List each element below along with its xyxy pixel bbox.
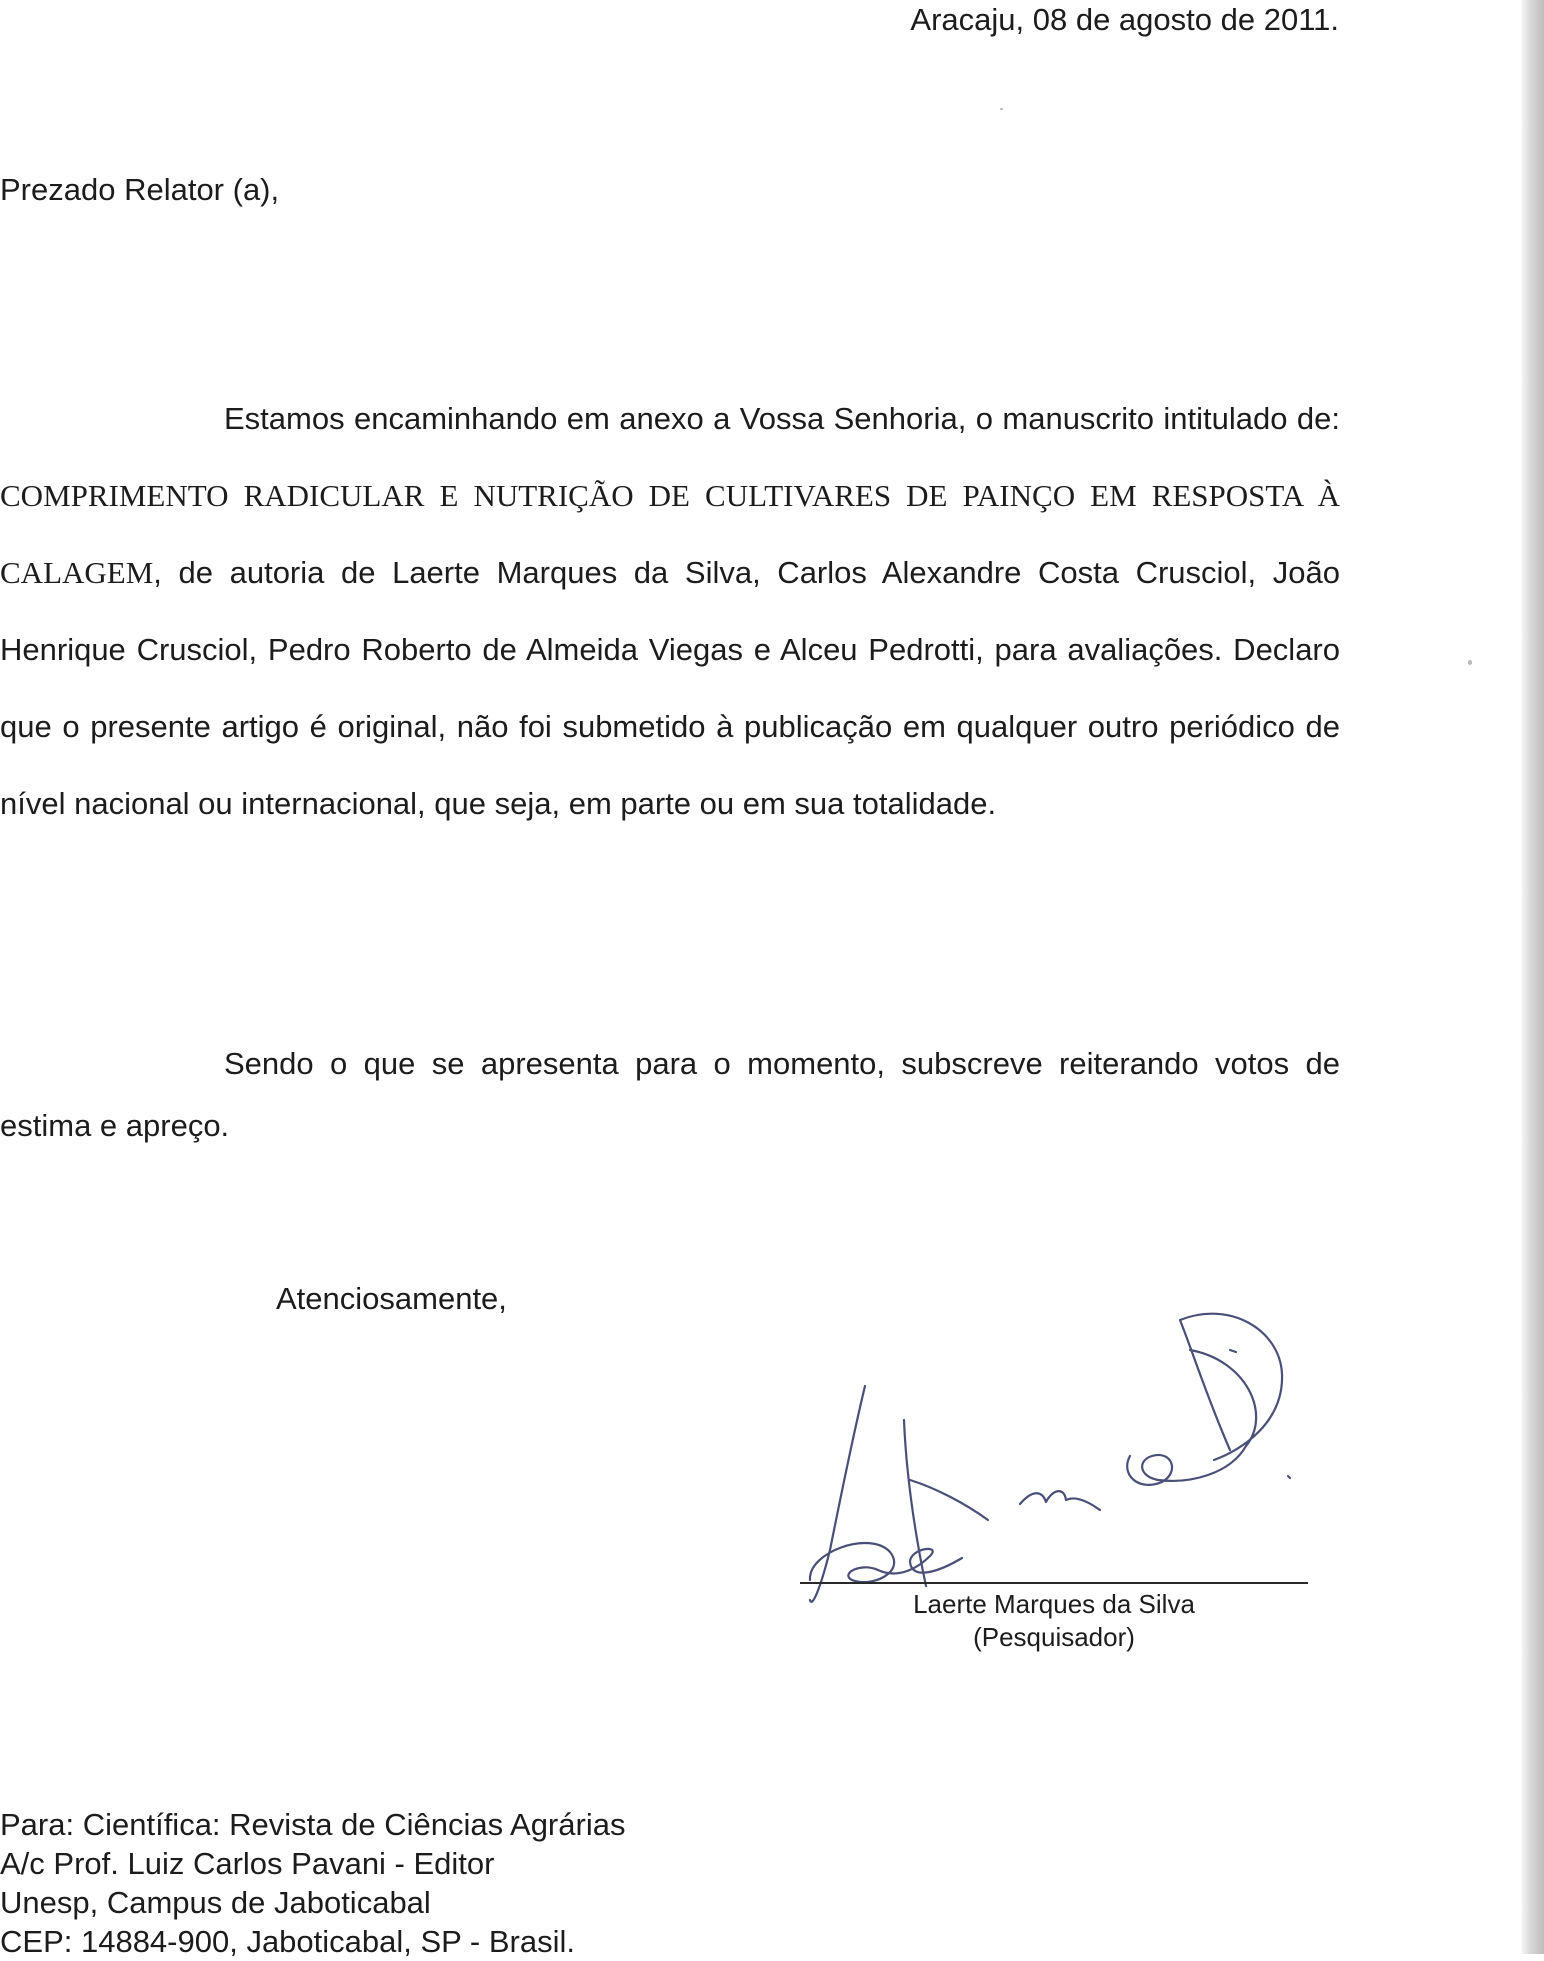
salutation: Prezado Relator (a), (0, 172, 280, 207)
signer-name: Laerte Marques da Silva (913, 1589, 1195, 1619)
signer-block (800, 1588, 1308, 1654)
addressee-line: A/c Prof. Luiz Carlos Pavani - Editor (0, 1846, 495, 1881)
body-paragraph-2 (0, 1033, 1340, 1157)
paragraph-1-rest: , de autoria de Laerte Marques da Silva, Carlos Alexandre Costa Crusciol, João Henrique Crusciol, Pedro Roberto de Almeida Viegas e Alceu Pedrotti, para avaliações. Declaro que o presente artigo é original, não foi submetido à publicação em qualquer outro periódico de nível nacional ou internacional, que seja, em parte ou em sua totalidade. (0, 555, 1340, 821)
paragraph-1-lead: Estamos encaminhando em anexo a Vossa Senhoria, o manuscrito intitulado de: (224, 401, 1340, 436)
closing: Atenciosamente, (276, 1281, 507, 1316)
scan-speck (1000, 108, 1003, 110)
body-paragraph-1 (0, 380, 1340, 842)
scan-speck (1468, 660, 1472, 665)
handwritten-signature (760, 1290, 1480, 1620)
scan-page-edge (1522, 0, 1544, 1954)
addressee-line: CEP: 14884-900, Jaboticabal, SP - Brasil. (0, 1924, 575, 1959)
signature-line (800, 1582, 1308, 1584)
paragraph-2-text: Sendo o que se apresenta para o momento, subscreve reiterando votos de estima e apreço. (0, 1046, 1340, 1143)
addressee-line: Unesp, Campus de Jaboticabal (0, 1885, 431, 1920)
letter-date: Aracaju, 08 de agosto de 2011. (910, 2, 1339, 37)
manuscript-title: COMPRIMENTO RADICULAR E NUTRIÇÃO DE CULTIVARES DE PAINÇO EM RESPOSTA À CALAGEM (0, 478, 1340, 590)
addressee-line: Para: Científica: Revista de Ciências Agrárias (0, 1807, 626, 1842)
addressee-block (0, 1805, 625, 1961)
signer-role: (Pesquisador) (973, 1622, 1135, 1652)
